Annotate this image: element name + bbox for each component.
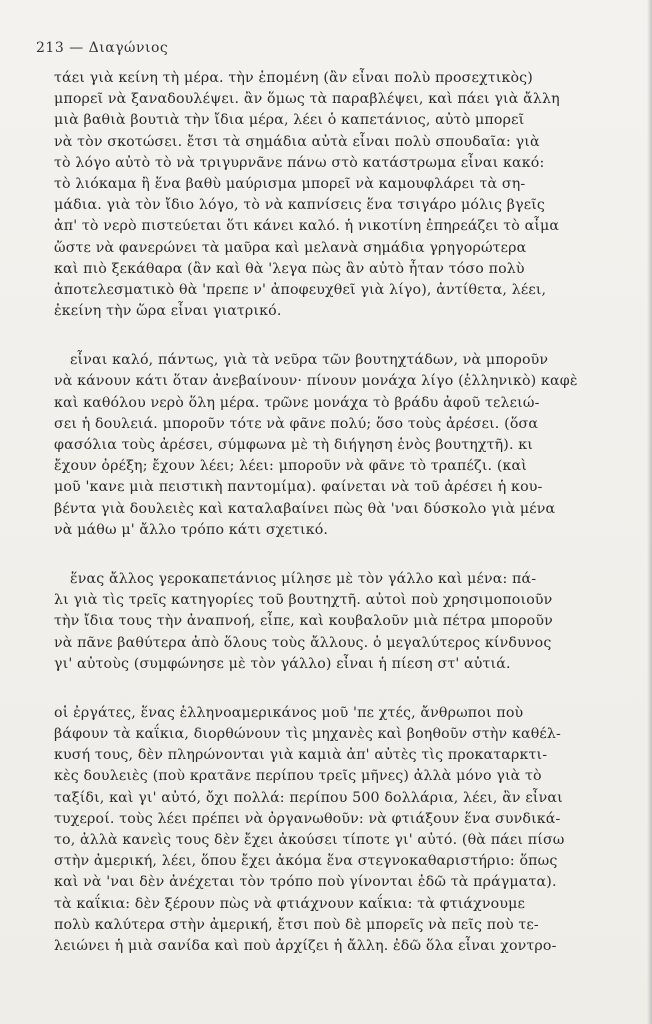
text-line: γι' αὐτοὺς (συμφώνησε μὲ τὸν γάλλο) εἶναι ἡ πίεση στ' αὐτιά. [54,655,511,672]
text-line: ὥστε νὰ φανερώνει τὰ μαῦρα καὶ μελανὰ σημάδια γρηγορώτερα [54,239,527,256]
text-line: ἔχουν ὀρέξη; ἔχουν λέει; λέει: μποροῦν νὰ φᾶνε τὸ τραπέζι. (καὶ [54,458,528,475]
text-line: νὰ πᾶνε βαθύτερα ἀπὸ ὅλους τοὺς ἄλλους. ὁ μεγαλύτερος κίνδυνος [54,634,552,651]
text-line: εἶναι καλό, πάντως, γιὰ τὰ νεῦρα τῶν βουτηχτάδων, νὰ μποροῦν [70,352,549,369]
text-line: μιὰ βαθιὰ βουτιὰ τὴν ἴδια μέρα, λέει ὁ καπετάνιος, αὐτὸ μπορεῖ [54,112,525,129]
paragraph-2 [54,350,614,541]
running-title: Διαγώνιος [88,40,169,56]
text-line: ἕνας ἄλλος γεροκαπετάνιος μίλησε μὲ τὸν γάλλο καὶ μένα: πά- [70,570,537,587]
text-line: οἱ ἐργάτες, ἕνας ἑλληνοαμερικάνος μοῦ 'πε χτές, ἄνθρωποι ποὺ [54,704,524,721]
text-line: κὲς δουλειὲς (ποὺ κρατᾶνε περίπου τρεῖς μῆνες) ἀλλὰ μόνο γιὰ τὸ [54,768,542,785]
text-line: καὶ πιὸ ξεκάθαρα (ἂν καὶ θὰ 'λεγα πὼς ἂν αὐτὸ ἦταν τόσο πολὺ [54,260,525,277]
text-line: νὰ κάνουν κάτι ὅταν ἀνεβαίνουν· πίνουν μονάχα λίγο (ἑλληνικὸ) καφὲ [54,373,578,390]
paragraph-1 [54,68,614,322]
text-line: μοῦ 'κανε μιὰ πειστικὴ παντομίμα). φαίνεται νὰ τοῦ ἀρέσει ἡ κου- [54,479,543,496]
text-line: το, ἀλλὰ κανεὶς τους δὲν ἔχει ἀκούσει τίποτε γι' αὐτό. (θὰ πάει πίσω [54,832,565,848]
text-line: καὶ νὰ 'ναι δὲν ἀνέχεται τὸν τρόπο ποὺ γίνονται ἐδῶ τὰ πράγματα). [54,874,557,891]
text-line: νὰ μάθω μ' ἄλλο τρόπο κάτι σχετικό. [54,521,329,538]
running-header [36,40,168,56]
text-line: στὴν ἀμερική, λέει, ὅπου ἔχει ἀκόμα ἕνα στεγνοκαθαριστήριο: ὅπως [54,853,558,870]
text-line: κυσή τους, δὲν πληρώνονται γιὰ καμιὰ ἀπ' αὐτὲς τὶς προκαταρκτι- [54,747,548,764]
text-line: ἀπ' τὸ νερὸ πιστεύεται ὅτι κάνει καλό. ἡ νικοτίνη ἐπηρεάζει τὸ αἷμα [54,218,560,235]
text-line: ἐκείνη τὴν ὥρα εἶναι γιατρικό. [54,303,282,320]
text-line: βάφουν τὰ καΐκια, διορθώνουν τὶς μηχανὲς καὶ βοηθοῦν στὴν καθέλ- [54,726,561,743]
text-line: ἀποτελεσματικὸ θὰ 'πρεπε ν' ἀποφευχθεῖ γιὰ λίγο), ἀντίθετα, λέει, [54,281,547,298]
text-line: πολὺ καλύτερα στὴν ἀμερική, ἔτσι ποὺ δὲ μπορεῖς νὰ πεῖς ποὺ τε- [54,916,539,933]
text-line: τὴν ἴδια τους τὴν ἀναπνοή, εἶπε, καὶ κουβαλοῦν μιὰ πέτρα μποροῦν [54,613,553,630]
paragraph-gap [54,675,614,703]
header-separator: — [69,40,84,56]
text-line: τὰ καΐκια: δὲν ξέρουν πὼς νὰ φτιάχνουν καΐκια: τὰ φτιάχνουμε [54,895,525,912]
page-body [54,68,614,957]
paragraph-4 [54,703,614,957]
text-line: τὸ λιόκαμα ἢ ἕνα βαθὺ μαύρισμα μπορεῖ νὰ καμουφλάρει τὰ ση- [54,175,526,192]
text-line: τὸ λόγο αὐτὸ τὸ νὰ τριγυρνᾶνε πάνω στὸ κατάστρωμα εἶναι κακό: [54,154,545,171]
text-line: τυχεροί. τοὺς λέει πρέπει νὰ ὀργανωθοῦν: νὰ φτιάξουν ἕνα συνδικά- [54,810,561,827]
text-line: τάει γιὰ κείνη τὴ μέρα. τὴν ἑπομένη (ἂν εἶναι πολὺ προσεχτικὸς) [54,70,533,86]
paragraph-3 [54,569,614,675]
page-number: 213 [36,40,65,56]
text-line: μπορεῖ νὰ ξαναδουλέψει. ἂν ὅμως τὰ παραβλέψει, καὶ πάει γιὰ ἄλλη [54,91,560,108]
text-line: ταξίδι, καὶ γι' αὐτό, ὄχι πολλά: περίπου 500 δολλάρια, λέει, ἂν εἶναι [54,789,563,806]
text-line: φασόλια τοὺς ἀρέσει, σύμφωνα μὲ τὴ διήγηση ἑνὸς βουτηχτῆ). κι [54,437,534,453]
text-line: σει ἡ δουλειά. μποροῦν τότε νὰ φᾶνε πολύ; ὅσο τοὺς ἀρέσει. (ὅσα [54,415,539,432]
text-line: καὶ καθόλου νερὸ ὅλη μέρα. τρῶνε μονάχα τὸ βράδυ ἀφοῦ τελειώ- [54,394,540,411]
paragraph-gap [54,322,614,350]
text-line: βέντα γιὰ δουλειὲς καὶ καταλαβαίνει πὼς θὰ 'ναι δύσκολο γιὰ μένα [54,500,556,517]
text-line: μάδια. γιὰ τὸν ἴδιο λόγο, τὸ νὰ καπνίσεις ἕνα τσιγάρο μόλις βγεῖς [54,197,546,214]
text-line: λειώνει ἡ μιὰ σανίδα καὶ ποὺ ἀρχίζει ἡ ἄλλη. ἐδῶ ὅλα εἶναι χοντρο- [54,937,557,954]
paragraph-gap [54,541,614,569]
page-edge-shadow [647,0,652,1024]
text-line: νὰ τὸν σκοτώσει. ἔτσι τὰ σημάδια αὐτὰ εἶναι πολὺ σπουδαῖα: γιὰ [54,133,540,150]
text-line: λι γιὰ τὶς τρεῖς κατηγορίες τοῦ βουτηχτῆ. αὐτοὶ ποὺ χρησιμοποιοῦν [54,592,553,609]
